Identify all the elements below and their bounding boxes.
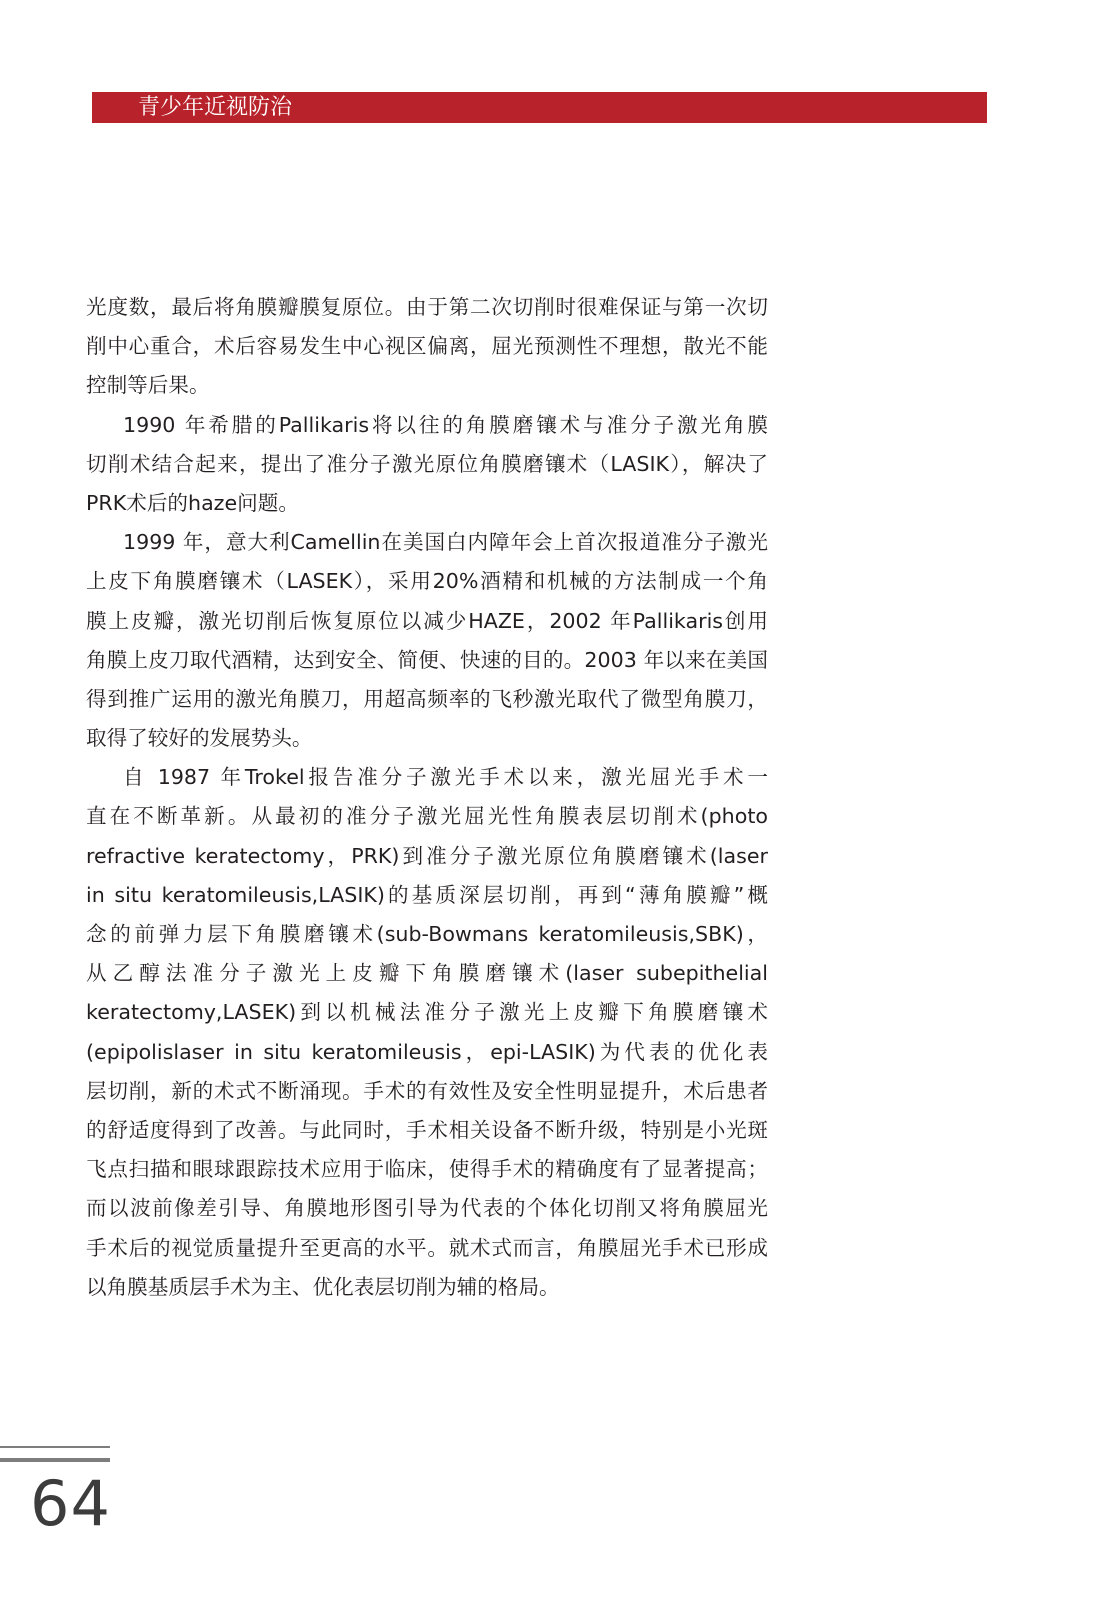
text-line: 1990 年希腊的Pallikaris将以往的角膜磨镶术与准分子激光角膜 — [123, 412, 768, 437]
paragraph-2 — [86, 406, 768, 524]
paragraph-4 — [86, 758, 768, 1307]
running-header-title: 青少年近视防治 — [138, 95, 293, 120]
footer-rule-top — [0, 1446, 110, 1448]
text-line: 切削术结合起来，提出了准分子激光原位角膜磨镶术（LASIK），解决了 — [86, 451, 768, 476]
text-line: 自 1987 年Trokel报告准分子激光手术以来，激光屈光手术一 — [123, 765, 768, 790]
footer-rule-bottom — [0, 1458, 110, 1462]
text-line: 光度数，最后将角膜瓣膜复原位。由于第二次切削时很难保证与第一次切 — [86, 295, 768, 319]
text-line: 念的前弹力层下角膜磨镶术(sub-Bowmans keratomileusis,SBK)， — [86, 922, 768, 946]
text-line: 取得了较好的发展势头。 — [86, 726, 313, 751]
text-line: PRK术后的haze问题。 — [86, 490, 299, 515]
paragraph-1 — [86, 288, 768, 406]
text-line: 从乙醇法准分子激光上皮瓣下角膜磨镶术(laser subepithelial — [86, 961, 768, 986]
text-line: 飞点扫描和眼球跟踪技术应用于临床，使得手术的精确度有了显著提高； — [86, 1157, 768, 1182]
text-line: 而以波前像差引导、角膜地形图引导为代表的个体化切削又将角膜屈光 — [86, 1196, 768, 1221]
text-line: 1999 年，意大利Camellin在美国白内障年会上首次报道准分子激光 — [123, 530, 768, 555]
running-header-bar — [92, 92, 987, 123]
text-line: in situ keratomileusis,LASIK)的基质深层切削，再到“薄角膜瓣”概 — [86, 882, 768, 907]
text-line: 控制等后果。 — [86, 373, 210, 398]
text-line: keratectomy,LASEK)到以机械法准分子激光上皮瓣下角膜磨镶术 — [86, 1000, 768, 1025]
text-line: 膜上皮瓣，激光切削后恢复原位以减少HAZE，2002 年Pallikaris创用 — [86, 608, 768, 633]
text-line: 直在不断革新。从最初的准分子激光屈光性角膜表层切削术(photo — [86, 804, 768, 829]
text-line: (epipolislaser in situ keratomileusis，epi-LASIK)为代表的优化表 — [86, 1039, 768, 1064]
text-line: 以角膜基质层手术为主、优化表层切削为辅的格局。 — [86, 1274, 560, 1299]
paragraph-3 — [86, 523, 768, 758]
text-line: 得到推广运用的激光角膜刀，用超高频率的飞秒激光取代了微型角膜刀， — [86, 686, 768, 711]
text-line: 的舒适度得到了改善。与此同时，手术相关设备不断升级，特别是小光斑 — [86, 1117, 768, 1142]
page-number: 64 — [30, 1467, 111, 1540]
text-line: 削中心重合，术后容易发生中心视区偏离，屈光预测性不理想，散光不能 — [86, 334, 768, 359]
text-line: 上皮下角膜磨镶术（LASEK），采用20%酒精和机械的方法制成一个角 — [86, 569, 768, 594]
text-line: refractive keratectomy，PRK)到准分子激光原位角膜磨镶术(laser — [86, 843, 768, 868]
body-text — [86, 288, 768, 1307]
text-line: 手术后的视觉质量提升至更高的水平。就术式而言，角膜屈光手术已形成 — [86, 1235, 768, 1260]
text-line: 层切削，新的术式不断涌现。手术的有效性及安全性明显提升，术后患者 — [86, 1078, 768, 1103]
text-line: 角膜上皮刀取代酒精，达到安全、简便、快速的目的。2003 年以来在美国 — [86, 647, 768, 672]
